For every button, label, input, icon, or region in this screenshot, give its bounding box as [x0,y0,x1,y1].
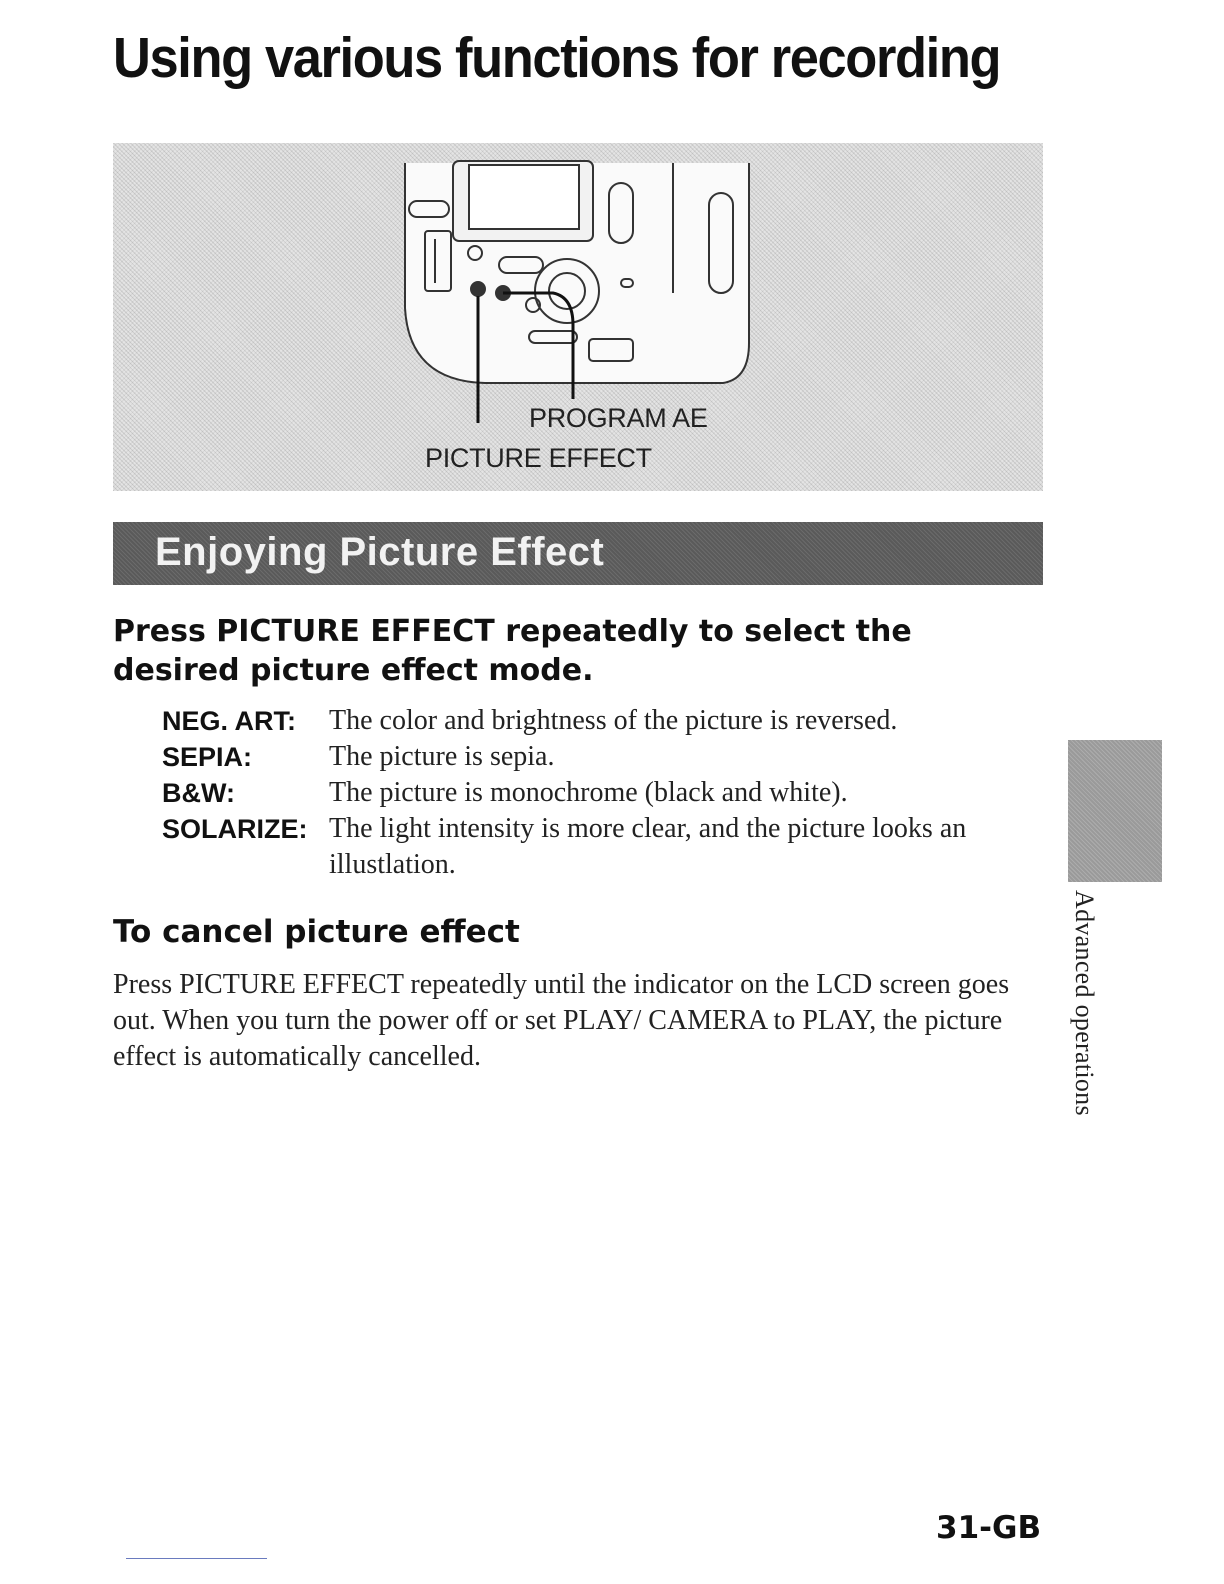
mode-term: NEG. ART: [162,706,296,736]
mode-item-bw [162,775,1032,811]
camera-back-drawing [113,143,1043,491]
section-title: Enjoying Picture Effect [155,530,605,574]
page-title: Using various functions for recording [113,26,1001,90]
cancel-heading: To cancel picture effect [113,914,520,950]
mode-description: The picture is sepia. [329,741,555,772]
section-tab-label: Advanced operations [1070,890,1099,1116]
mode-term: SEPIA: [162,742,253,772]
mode-term: SOLARIZE: [162,814,308,844]
mode-description: The light intensity is more clear, and the picture looks an illustlation. [329,813,967,880]
section-thumb-tab [1068,740,1162,882]
mode-item-solarize [162,811,1032,883]
instruction-heading: Press PICTURE EFFECT repeatedly to select the desired picture effect mode. [113,614,912,688]
callout-program-ae: PROGRAM AE [529,403,708,433]
mode-description: The color and brightness of the picture is reversed. [329,705,898,736]
mode-list [162,703,1032,883]
mode-item-sepia [162,739,1032,775]
mode-description: The picture is monochrome (black and white). [329,777,848,808]
footer-rule [126,1558,267,1559]
page-number: 31-GB [936,1510,1042,1546]
camera-illustration [113,143,1043,491]
callout-picture-effect: PICTURE EFFECT [425,443,652,473]
mode-item-neg-art [162,703,1032,739]
cancel-paragraph: Press PICTURE EFFECT repeatedly until the indicator on the LCD screen goes out. When you turn the power off or set PLAY/ CAMERA to PLAY, the picture effect is automatically cancelled. [113,969,1010,1072]
mode-term: B&W: [162,778,235,808]
section-banner [113,522,1043,585]
